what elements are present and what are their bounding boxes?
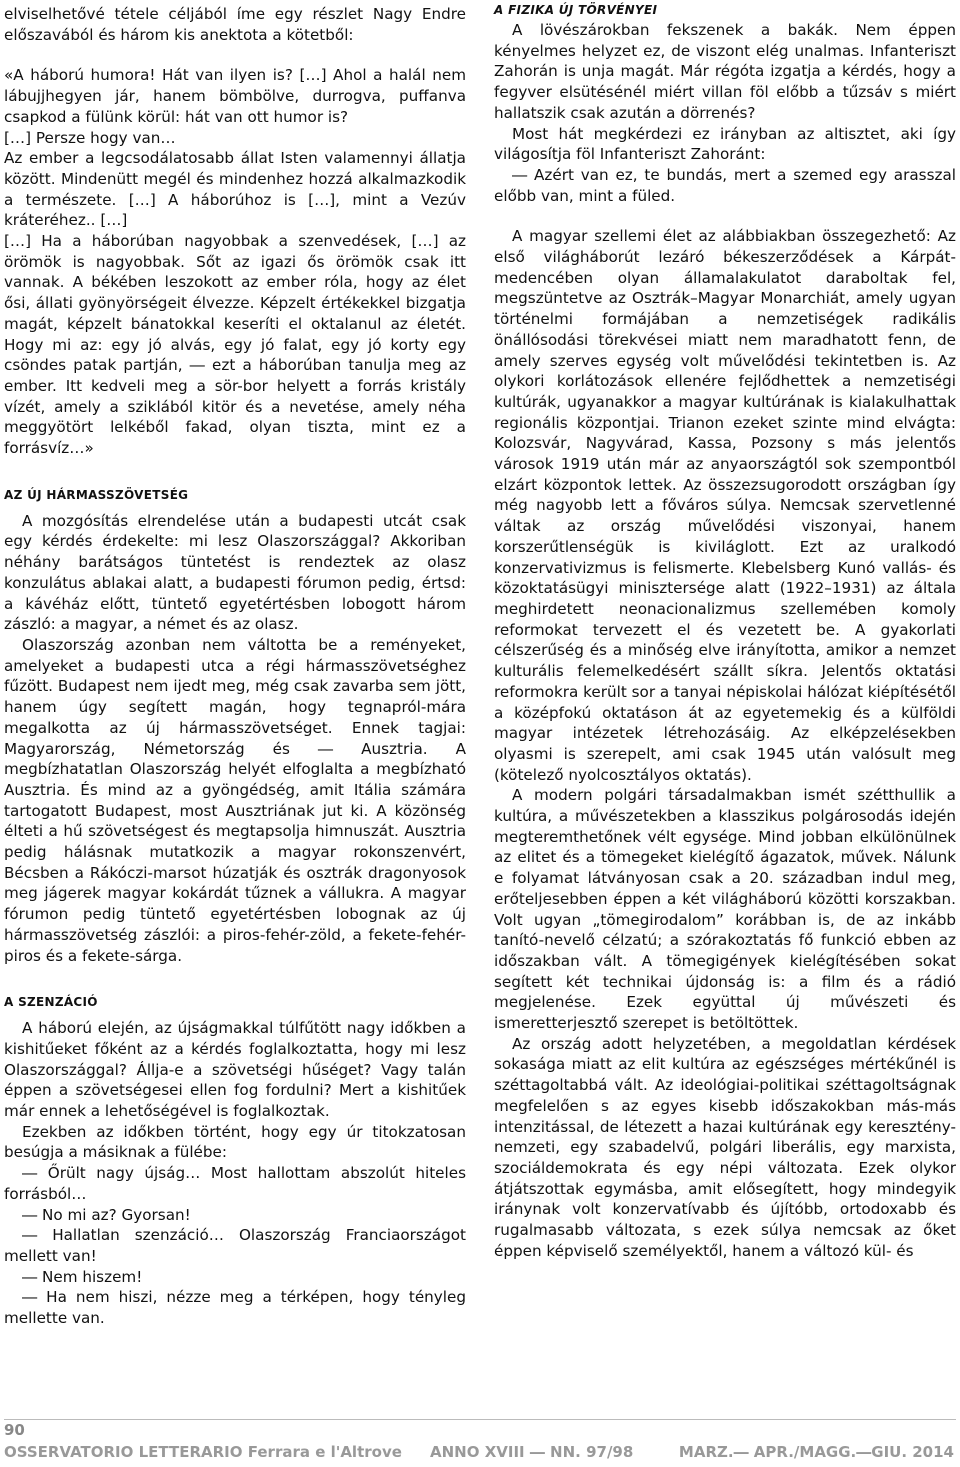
body-paragraph: Most hát megkérdezi ez irányban az altisztet, aki így világosítja föl Infanteriszt Zahoránt: [494,124,956,164]
left-column [4,4,466,1329]
body-paragraph: A magyar szellemi élet az alábbiakban összegezhető: Az első világháborút lezáró békeszerződések a Kárpát-medencében olyan államalakulatot daraboltak fel, megszüntetve az Osztrák–Magyar Monarchiát, amely ugyan történelmi formájában a nemzetiségek radikális önállósodási törekvései miatt nem maradhatott fenn, de amely szerves egység volt művelődési tekintetben is. Az olykori korlátozások ellenére fejlődhettek a nemzetiségi kultúrák, ugyanakkor a magyar kultúrának is kialakulhattak regionális központjai. Trianon ezeket szinte mind elvágta: Kolozsvár, Nagyvárad, Kassa, Pozsony s más jelentős városok 1919 után már az anyaországtól sok szempontból elzárt központok lettek. Az összezsugorodott országban így még nagyobb lett a főváros súlya. Nemcsak szervetlenné váltak az ország művelődési viszonyai, hanem korszerűtlenségük is kiviláglott. Ezt az uralkodó konzervativizmus is felismerte. Klebelsberg Kunó vallás- és közoktatásügyi minisztersége alatt (1922–1931) az általa meghirdetett neonacionalizmus szellemében komoly reformokat tervezett el és vezetett be. A gyakorlati célszerűség és a minőség elve irányította, amikor a nemzet kulturális felemelkedésért szállt síkra. Jelentős oktatási reformokra került sor a tanyai népiskolai hálózat kiépítésétől a középfokú oktatáson át az egyetemekig és a külföldi magyar intézetek létrehozásáig. Az elképzelésekben olyasmi is szerepelt, ami csak 1945 után valósult meg (kötelező nyolcosztályos oktatás). [494,227,956,784]
body-paragraph: Olaszország azonban nem váltotta be a reményeket, amelyeket a budapesti utca a régi hármasszövetséghez fűzött. Budapest nem ijedt meg, még csak zavarba sem jött, hanem úgy segített magán, hogy tegnapról-mára megalkotta az új hármasszövetséget. Ennek tagjai: Magyarország, Németország és ― Ausztria. A megbízhatatlan Olaszország helyét elfoglalta a megbízható Ausztria. És mind az a gyöngédség, amit Itália számára tartogatott Budapest, most Ausztriának jut ki. A közönség élteti a hű szövetségest és megtapsolja himnuszát. Ausztria pedig hálásnak mutatkozik a magyar rokonszenvért, Bécsben a Rákóczi-marsot húzatják és osztrák dragonyosok meg jágerek magyar kokárdát tűznek a vállukra. A magyar fórumon pedig tüntető egyetértésben lobognak az új hármasszövetség zászlói: a piros-fehér-zöld, a fekete-fehér-piros és a fekete-sárga. [4,635,466,965]
page-number: 90 [4,1421,25,1439]
quote-paragraph: […] Persze hogy van… [4,128,176,147]
intro-paragraph: elviselhetővé tétele céljából íme egy részlet Nagy Endre előszavából és három kis anektota a kötetből: [4,5,466,44]
page-footer [0,1419,960,1467]
body-paragraph: A lövészárokban fekszenek a bakák. Nem éppen kényelmes helyzet ez, de viszont elég unalmas. Infanteriszt Zahorán is unja magát. Már régóta izgatja a kérdés, hogy a fegyver elsütésénél miért villan föl előbb a tűzsáv s miért hallatszik csak azután a dörrenés? [494,21,956,122]
section-heading: AZ ÚJ HÁRMASSZÖVETSÉG [4,487,189,502]
body-paragraph: Az ország adott helyzetében, a megoldatlan kérdések sokasága miatt az elit kultúra az egészséges mértékűnél is széttagoltabbá vált. Az ideológiai-politikai széttagoltságnak megfelelően s az egyes kisebb időszakokban más-más intenzitással, de létezett a hazai kultúrának egy keresztény-nemzeti, egy szabadelvű, polgári liberális, egy marxista, szociáldemokrata és egy népi változata. Ezek olykor átjátszottak egymásba, amit elősegített, hogy mindegyik iránynak volt konzervatívabb és újítóbb, ortodoxabb és rugalmasabb változata, s ezek súlya nemcsak az őket éppen képviselő személyektől, hanem a változó kül- és [494,1034,956,1260]
quote-paragraph: «A háború humora! Hát van ilyen is? […] Ahol a halál nem lábujjhegyen jár, hanem bömbölve, durrogva, puffanva csapkod a fülünk körül: hát van ott humor is? [4,66,466,126]
quote-paragraph: […] Ha a háborúban nagyobbak a szenvedések, […] az örömök is nagyobbak. Sőt az igazi ős örömök csak itt vannak. A békében leszokott az ember róla, hogy az élet ősi, állati gyönyörségeit élvezze. Képzelt értékekkel bizgatja magát, képzelt bánatokkal keseríti el oktalanul az életét. Hogy mi az: egy jó alvás, egy jó falat, egy jó korty egy csöndes patak partján, ― ezt a háborúban tanulja meg az ember. Itt kedveli meg a sör-bor helyett a forrás kristály vízét, amely a sziklából kitör és a nevetése, amely néha meggyötört lelkéből fakad, olyan tiszta, mint ez a forrásvíz…» [4,232,466,458]
right-column [494,4,956,1261]
body-paragraph: A mozgósítás elrendelése után a budapesti utcát csak egy kérdés érdekelte: mi lesz Olaszországgal? Akkoriban néhány barátságos tüntetést is rendeztek az olasz konzulátus ablakai alatt, a budapesti fórumon pedig, értsd: a kávéház előtt, tüntető egyetértésben lobogott három zászló: a magyar, a német és az olasz. [4,511,466,634]
section-heading: A FIZIKA ÚJ TÖRVÉNYEI [494,3,658,17]
quote-paragraph: Az ember a legcsodálatosabb állat Isten valamennyi állatja között. Mindenütt megél és mindenhez hozzá alkalmazkodik a természete. […] A háborúhoz is […], mint a Vezúv kráteréhez.. […] [4,149,466,230]
section-heading: A SZENZÁCIÓ [4,995,98,1010]
issue-number: ANNO XVIII ― NN. 97/98 [430,1443,634,1461]
dialogue-line: ― Ha nem hiszi, nézze meg a térképen, hogy tényleg mellette van. [4,1288,466,1328]
dialogue-line: ― Nem hiszem! [22,1267,143,1286]
dialogue-line: ― Azért van ez, te bundás, mert a szemed egy arasszal előbb van, mint a füled. [494,165,956,205]
body-paragraph: A modern polgári társadalmakban ismét szétthullik a kultúra, a művészetekben a klasszikus polgárosodás idején megteremthetőnek vélt egysége. Mind jobban elkülönülnek az elitet és a tömegeket kielégítő ágazatok, művek. Nálunk e folyamat látványosan csak a 20. században indul meg, erőteljesebben éppen a két világháború közötti korszakban. Volt ugyan „tömegirodalom” korábban is, de az inkább tanító-nevelő célzatú; a szórakoztatás fő funkció ebben az időszakban vált. A tömegigények kielégítésében sokat segített két technikai újdonság is: a film és a rádió megjelenése. Ezek együttal új művészeti és ismeretterjesztő szerepet is betöltöttek. [494,786,956,1033]
journal-name: OSSERVATORIO LETTERARIO Ferrara e l'Altrove [4,1443,402,1461]
dialogue-line: ― Őrült nagy újság… Most hallottam abszolút hiteles forrásból… [4,1164,466,1203]
body-paragraph: Ezekben az időkben történt, hogy egy úr titokzatosan besúgja a másiknak a fülébe: [4,1122,466,1162]
dialogue-line: ― Hallatlan szenzáció… Olaszország Franciaországot mellett van! [4,1226,466,1265]
issue-date: MARZ.― APR./MAGG.―GIU. 2014 [678,1443,954,1461]
footer-rule [4,1419,956,1420]
body-paragraph: A háború elején, az újságmakkal túlfűtött nagy időkben a kishitűeket főként az a kérdés foglalkoztatta, hogy mi lesz Olaszországgal? Állja-e a szövetségi hűséget? Vagy talán éppen a szövetségesei ellen fog fordulni? Mert a kishitűek már ennek a lehetőségével is foglalkoztak. [4,1019,466,1121]
dialogue-line: ― No mi az? Gyorsan! [22,1205,191,1224]
